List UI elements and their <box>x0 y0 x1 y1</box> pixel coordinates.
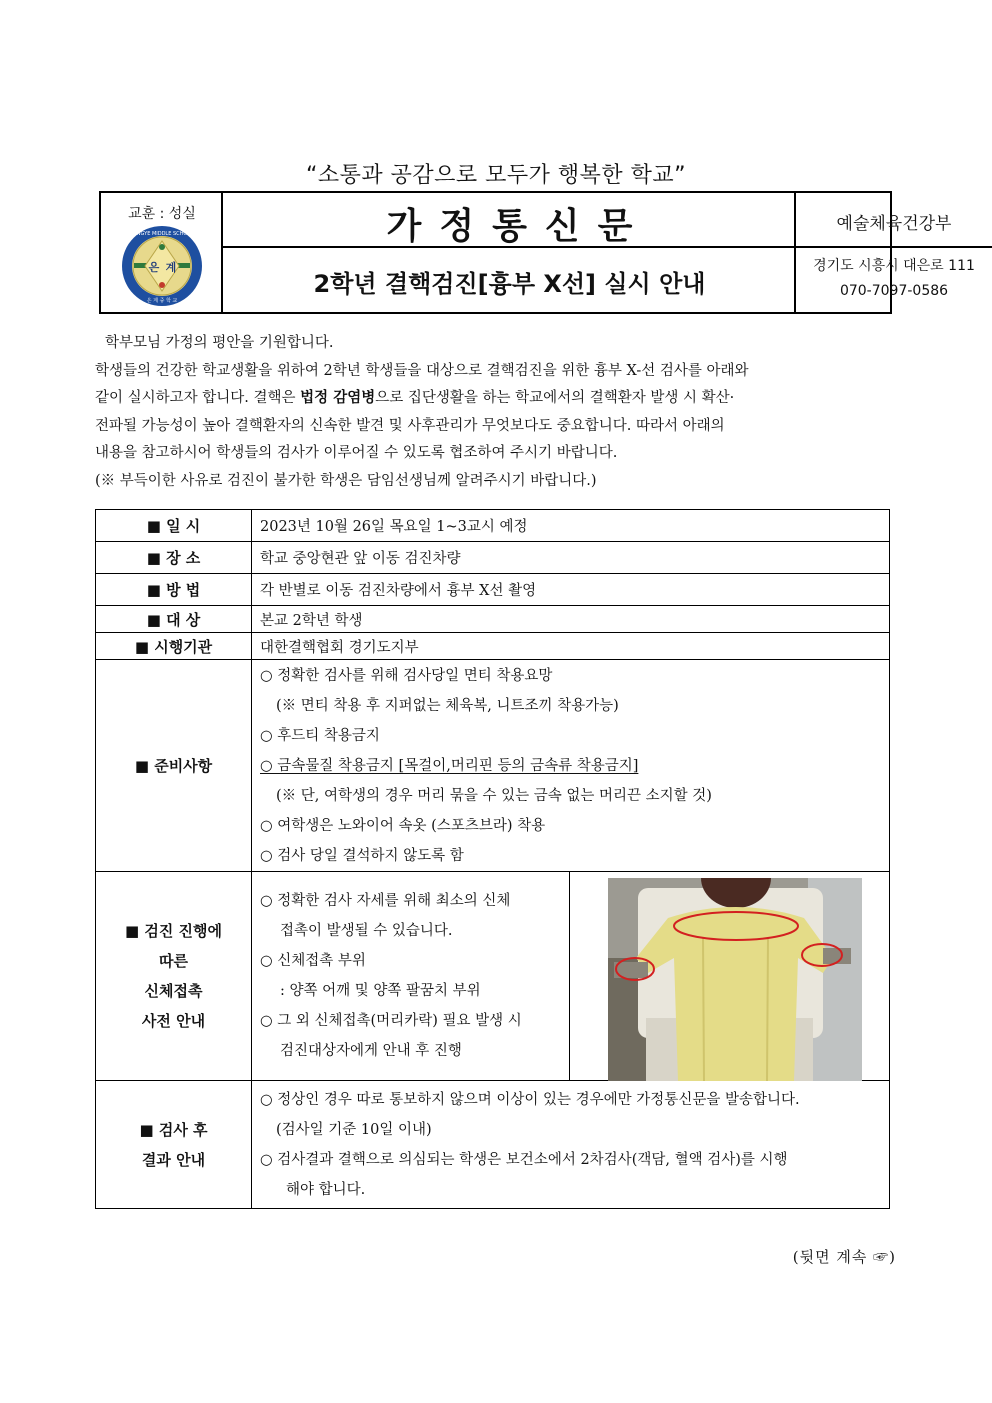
date-value: 2023년 10월 26일 목요일 1~3교시 예정 <box>252 510 890 542</box>
intro-text <box>95 330 895 495</box>
preparation-item <box>260 751 889 781</box>
contact-item: 검진대상자에게 안내 후 진행 <box>280 1043 462 1059</box>
result-item: (검사일 기준 10일 이내) <box>276 1121 432 1138</box>
result-item: 해야 합니다. <box>286 1181 366 1198</box>
preparation-item: ○ 여학생은 노와이어 속옷 (스포츠브라) 착용 <box>260 817 546 834</box>
target-label: ■ 대 상 <box>96 606 252 633</box>
preparation-item: ○ 정확한 검사를 위해 검사당일 면티 착용요망 <box>260 667 553 684</box>
school-logo <box>121 225 203 307</box>
result-info <box>252 1081 890 1209</box>
intro-note: (※ 부득이한 사유로 검진이 불가한 학생은 담임선생님께 알려주시기 바랍니다.) <box>95 472 597 489</box>
result-label-line: ■ 검사 후 <box>139 1120 208 1139</box>
preparation-label: ■ 준비사항 <box>96 660 252 872</box>
table-row <box>96 660 890 872</box>
intro-line: 학생들의 건강한 학교생활을 위하여 2학년 학생들을 대상으로 결핵검진을 위한 흉부 X-선 검사를 아래와 <box>95 362 749 379</box>
school-motto-label: 교훈 : 성실 <box>128 206 196 222</box>
place-value: 학교 중앙현관 앞 이동 검진차량 <box>252 542 890 574</box>
contact-label-line: 신체접촉 <box>144 982 203 1000</box>
logo-char-left: 은 <box>148 261 160 274</box>
place-label: ■ 장 소 <box>96 542 252 574</box>
table-row <box>96 510 890 542</box>
contact-label-line: 따른 <box>159 952 188 970</box>
contact-item: ○ 그 외 신체접촉(머리카락) 필요 발생 시 <box>260 1013 522 1029</box>
header-title-cell <box>223 193 796 248</box>
school-contact <box>796 254 992 304</box>
xray-posture-photo <box>608 878 862 1081</box>
agency-label: ■ 시행기관 <box>96 633 252 660</box>
contact-text-column <box>260 872 570 1080</box>
table-row <box>96 633 890 660</box>
contact-item: : 양쪽 어깨 및 양쪽 팔꿈치 부위 <box>280 983 481 999</box>
intro-line: 전파될 가능성이 높아 결핵환자의 신속한 발견 및 사후관리가 무엇보다도 중요합니다. 따라서 아래의 <box>95 417 725 434</box>
department-name: 예술체육건강부 <box>836 214 952 234</box>
newsletter-title: 가정통신문 <box>386 206 651 247</box>
date-label: ■ 일 시 <box>96 510 252 542</box>
header-dept-cell <box>796 193 992 248</box>
result-label <box>96 1081 252 1209</box>
intro-line <box>95 385 895 413</box>
intro-text-span: 같이 실시하고자 합니다. 결핵은 <box>95 390 301 406</box>
target-value: 본교 2학년 학생 <box>252 606 890 633</box>
notice-title: 2학년 결핵검진[흉부 X선] 실시 안내 <box>313 270 706 298</box>
table-row <box>96 542 890 574</box>
preparation-item: (※ 면티 착용 후 지퍼없는 체육복, 니트조끼 착용가능) <box>276 697 619 714</box>
result-label-line: 결과 안내 <box>141 1150 206 1169</box>
header-notice-cell <box>223 248 796 312</box>
preparation-list <box>252 660 890 872</box>
agency-value: 대한결핵협회 경기도지부 <box>252 633 890 660</box>
contact-label-line: 사전 안내 <box>141 1012 206 1030</box>
result-item: ○ 정상인 경우 따로 통보하지 않으며 이상이 있는 경우에만 가정통신문을 발송합니다. <box>260 1091 800 1108</box>
header-logo-cell <box>101 193 223 312</box>
method-label: ■ 방 법 <box>96 574 252 606</box>
greeting: 학부모님 가정의 평안을 기원합니다. <box>105 335 334 351</box>
school-phone: 070-7097-0586 <box>839 283 949 299</box>
header-contact-cell <box>796 248 992 312</box>
preparation-item: ○ 후드티 착용금지 <box>260 727 380 744</box>
school-address: 경기도 시흥시 대은로 111 <box>813 258 975 274</box>
preparation-item: ○ 검사 당일 결석하지 않도록 함 <box>260 847 464 864</box>
newsletter-header <box>99 191 975 314</box>
exam-info-table <box>95 509 890 1209</box>
contact-label-line: ■ 검진 진행에 <box>124 922 223 940</box>
result-item: ○ 검사결과 결핵으로 의심되는 학생은 보건소에서 2차검사(객담, 혈액 검사)를 시행 <box>260 1151 788 1168</box>
intro-line: 내용을 참고하시어 학생들의 검사가 이루어질 수 있도록 협조하여 주시기 바랍니다. <box>95 445 618 461</box>
preparation-item: (※ 단, 여학생의 경우 머리 묶을 수 있는 금속 없는 머리끈 소지할 것) <box>276 787 712 804</box>
legal-disease-emphasis: 법정 감염병 <box>300 390 376 406</box>
contact-item: 접촉이 발생될 수 있습니다. <box>280 923 453 939</box>
contact-item: ○ 신체접촉 부위 <box>260 953 366 969</box>
logo-top-arc: EUNGYE MIDDLE SCHOOL <box>129 231 195 237</box>
contact-item: ○ 정확한 검사 자세를 위해 최소의 신체 <box>260 893 511 909</box>
table-row <box>96 574 890 606</box>
method-value: 각 반별로 이동 검진차량에서 흉부 X선 촬영 <box>252 574 890 606</box>
table-row <box>96 1081 890 1209</box>
school-motto-banner: “소통과 공감으로 모두가 행복한 학교” <box>305 163 687 188</box>
preparation-item-text: ○ 금속물질 착용금지 [목걸이,머리핀 등의 금속류 착용금지] <box>260 757 639 774</box>
table-row <box>96 606 890 633</box>
intro-text-span: 으로 집단생활을 하는 학교에서의 결핵환자 발생 시 확산· <box>375 390 735 406</box>
logo-char-right: 계 <box>165 261 177 274</box>
contact-label <box>96 872 252 1081</box>
continued-on-back-note: (뒷면 계속 ☞) <box>792 1248 896 1266</box>
logo-bottom-arc: 은 계 중 학 교 <box>146 298 178 304</box>
